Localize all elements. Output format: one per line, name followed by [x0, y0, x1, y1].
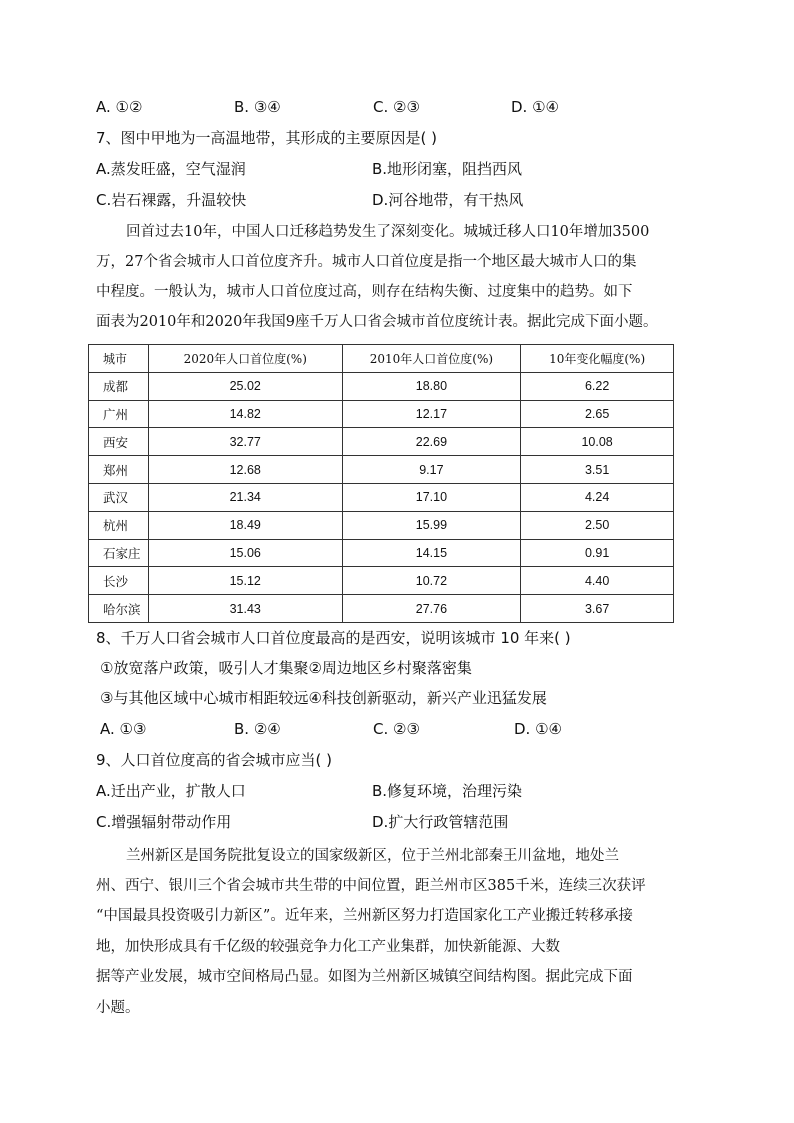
table-cell-2020: 15.06: [148, 539, 342, 567]
q8-statement-2: ③与其他区域中心城市相距较远④科技创新驱动，新兴产业迅猛发展: [100, 689, 547, 707]
table-row: [89, 483, 674, 511]
passage1-line: 万，27个省会城市人口首位度齐升。城市人口首位度是指一个地区最大城市人口的集: [96, 254, 637, 270]
table-cell-2010: 27.76: [342, 595, 521, 623]
table-cell-city: 石家庄: [89, 539, 149, 567]
table-cell-2010: 9.17: [342, 456, 521, 484]
table-cell-2020: 15.12: [148, 567, 342, 595]
q7-stem: 7、图中甲地为一高温地带，其形成的主要原因是( ): [96, 129, 438, 147]
passage1-line: 回首过去10年，中国人口迁移趋势发生了深刻变化。城城迁移人口10年增加3500: [126, 224, 650, 240]
q9-option-d: D.扩大行政管辖范围: [372, 813, 509, 831]
table-cell-2020: 18.49: [148, 511, 342, 539]
table-row: [89, 456, 674, 484]
table-cell-change: 2.65: [521, 400, 674, 428]
table-cell-2010: 15.99: [342, 511, 521, 539]
table-cell-2010: 14.15: [342, 539, 521, 567]
table-cell-change: 3.67: [521, 595, 674, 623]
table-cell-2020: 31.43: [148, 595, 342, 623]
table-row: [89, 400, 674, 428]
table-cell-city: 武汉: [89, 483, 149, 511]
passage2-line: 据等产业发展，城市空间格局凸显。如图为兰州新区城镇空间结构图。据此完成下面: [96, 969, 633, 985]
q6-option-a: A. ①②: [96, 98, 143, 116]
table-row: [89, 372, 674, 400]
table-cell-change: 3.51: [521, 456, 674, 484]
table-header-2020: 2020年人口首位度(%): [148, 345, 342, 373]
q8-stem: 8、千万人口省会城市人口首位度最高的是西安，说明该城市 10 年来( ): [96, 629, 571, 647]
q9-option-c: C.增强辐射带动作用: [96, 813, 232, 831]
table-cell-2010: 10.72: [342, 567, 521, 595]
q6-option-c: C. ②③: [373, 98, 420, 116]
q9-option-a: A.迁出产业，扩散人口: [96, 782, 246, 800]
table-cell-2010: 12.17: [342, 400, 521, 428]
table-cell-change: 4.24: [521, 483, 674, 511]
table-cell-2020: 25.02: [148, 372, 342, 400]
table-cell-city: 广州: [89, 400, 149, 428]
table-cell-2010: 18.80: [342, 372, 521, 400]
table-row: [89, 595, 674, 623]
table-cell-2020: 21.34: [148, 483, 342, 511]
table-row: [89, 511, 674, 539]
table-cell-change: 2.50: [521, 511, 674, 539]
passage2-line: 小题。: [96, 1000, 140, 1016]
table-header-row: [89, 345, 674, 373]
table-cell-2020: 14.82: [148, 400, 342, 428]
table-cell-city: 成都: [89, 372, 149, 400]
q7-option-d: D.河谷地带，有干热风: [372, 191, 524, 209]
table-cell-city: 西安: [89, 428, 149, 456]
table-row: [89, 539, 674, 567]
passage1-line: 中程度。一般认为，城市人口首位度过高，则存在结构失衡、过度集中的趋势。如下: [96, 284, 633, 300]
table-cell-city: 郑州: [89, 456, 149, 484]
table-cell-2010: 22.69: [342, 428, 521, 456]
table-header-2010: 2010年人口首位度(%): [342, 345, 521, 373]
primacy-statistics-table: [88, 344, 674, 623]
q8-option-d: D. ①④: [514, 720, 562, 738]
q9-stem: 9、人口首位度高的省会城市应当( ): [96, 751, 333, 769]
table-cell-change: 0.91: [521, 539, 674, 567]
passage2-line: 兰州新区是国务院批复设立的国家级新区，位于兰州北部秦王川盆地，地处兰: [126, 848, 619, 864]
table-row: [89, 428, 674, 456]
table-header-city: 城市: [89, 345, 149, 373]
table-cell-city: 长沙: [89, 567, 149, 595]
q9-option-b: B.修复环境，治理污染: [372, 782, 523, 800]
q8-statement-1: ①放宽落户政策，吸引人才集聚②周边地区乡村聚落密集: [100, 659, 472, 677]
q7-option-b: B.地形闭塞，阻挡西风: [372, 160, 523, 178]
table-cell-2020: 32.77: [148, 428, 342, 456]
q6-option-d: D. ①④: [511, 98, 559, 116]
passage2-line: 地，加快形成具有千亿级的较强竞争力化工产业集群，加快新能源、大数: [96, 939, 560, 955]
table-cell-change: 10.08: [521, 428, 674, 456]
table-cell-change: 4.40: [521, 567, 674, 595]
q6-option-b: B. ③④: [234, 98, 281, 116]
q7-option-a: A.蒸发旺盛，空气湿润: [96, 160, 246, 178]
passage2-line: 州、西宁、银川三个省会城市共生带的中间位置，距兰州市区385千米，连续三次获评: [96, 878, 646, 894]
table-cell-change: 6.22: [521, 372, 674, 400]
q8-option-b: B. ②④: [234, 720, 281, 738]
table-header-change: 10年变化幅度(%): [521, 345, 674, 373]
table-cell-city: 哈尔滨: [89, 595, 149, 623]
table-cell-city: 杭州: [89, 511, 149, 539]
q7-option-c: C.岩石裸露，升温较快: [96, 191, 247, 209]
q8-option-a: A. ①③: [100, 720, 147, 738]
table-row: [89, 567, 674, 595]
table-cell-2010: 17.10: [342, 483, 521, 511]
q8-option-c: C. ②③: [373, 720, 420, 738]
table-cell-2020: 12.68: [148, 456, 342, 484]
passage2-line: “中国最具投资吸引力新区”。近年来，兰州新区努力打造国家化工产业搬迁转移承接: [96, 908, 633, 924]
passage1-line: 面表为2010年和2020年我国9座千万人口省会城市首位度统计表。据此完成下面小题。: [96, 314, 658, 330]
